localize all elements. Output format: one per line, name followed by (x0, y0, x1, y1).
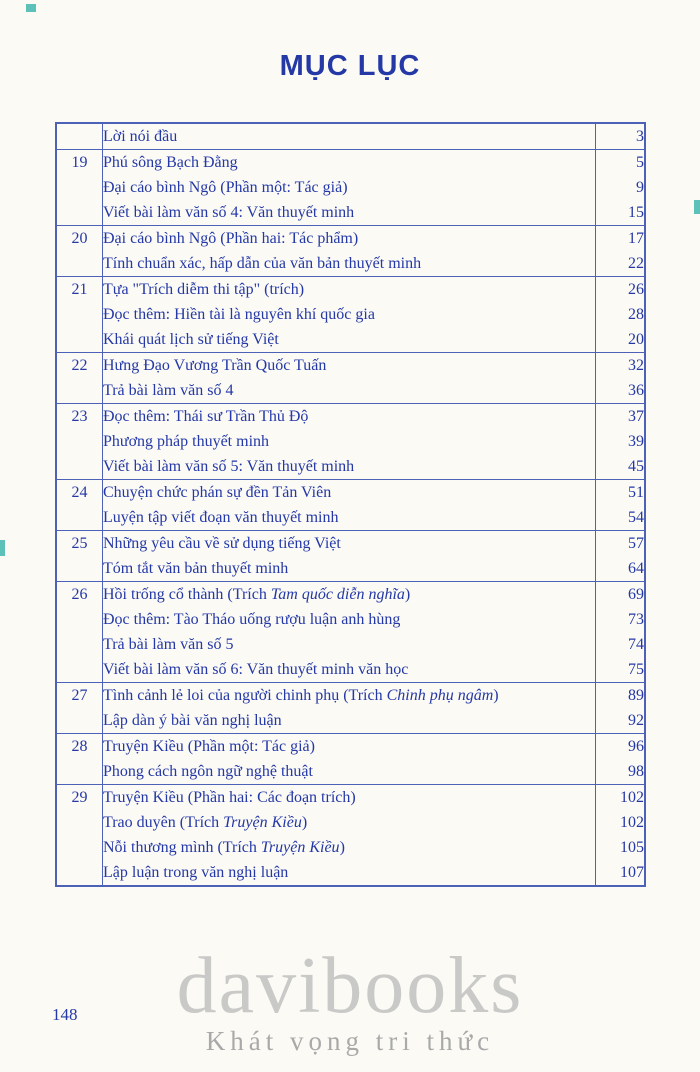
lesson-title: Đọc thêm: Tào Tháo uống rượu luận anh hùng (103, 610, 401, 628)
toc-row (56, 505, 645, 531)
toc-group (56, 404, 645, 480)
page-ref: 26 (596, 277, 646, 303)
week-number: 23 (56, 404, 103, 480)
watermark-tagline: Khát vọng tri thức (205, 1026, 495, 1056)
toc-row (56, 708, 645, 734)
toc-group (56, 353, 645, 404)
watermark (0, 942, 700, 1057)
toc-group (56, 683, 645, 734)
toc-row (56, 759, 645, 785)
week-number: 19 (56, 150, 103, 226)
page-ref: 57 (596, 531, 646, 557)
lesson-title: Đọc thêm: Thái sư Trần Thủ Độ (103, 407, 309, 425)
lesson-title: Lập luận trong văn nghị luận (103, 863, 289, 881)
page-ref: 105 (596, 835, 646, 860)
lesson-title: Tình cảnh lẻ loi của người chinh phụ (Trích Chinh phụ ngâm) (103, 686, 499, 704)
page-ref: 107 (596, 860, 646, 886)
lesson-title: Nỗi thương mình (Trích Truyện Kiều) (103, 838, 345, 856)
watermark-brand: davibooks (176, 942, 524, 1030)
page-ref: 9 (596, 175, 646, 200)
lesson-title: Phương pháp thuyết minh (103, 432, 270, 450)
toc-row (56, 734, 645, 760)
toc-row (56, 785, 645, 811)
page-ref: 3 (596, 123, 646, 150)
toc-row (56, 480, 645, 506)
page-ref: 39 (596, 429, 646, 454)
week-number: 26 (56, 582, 103, 683)
toc-row (56, 835, 645, 860)
lesson-title: Viết bài làm văn số 6: Văn thuyết minh văn học (103, 660, 409, 678)
toc-row (56, 302, 645, 327)
page-ref: 54 (596, 505, 646, 531)
lesson-title: Lập dàn ý bài văn nghị luận (103, 711, 282, 729)
toc-row (56, 123, 645, 150)
toc-group (56, 123, 645, 150)
scan-artifact (694, 200, 700, 214)
week-number: 24 (56, 480, 103, 531)
toc-group (56, 734, 645, 785)
toc-row (56, 175, 645, 200)
toc-row (56, 582, 645, 608)
toc-row (56, 200, 645, 226)
toc-group (56, 582, 645, 683)
toc-group (56, 150, 645, 226)
page-ref: 32 (596, 353, 646, 379)
page-title: MỤC LỤC (279, 50, 421, 82)
page-ref: 75 (596, 657, 646, 683)
toc-row (56, 810, 645, 835)
page-ref: 5 (596, 150, 646, 176)
page-ref: 17 (596, 226, 646, 252)
week-number: 27 (56, 683, 103, 734)
week-number: 28 (56, 734, 103, 785)
toc-row (56, 226, 645, 252)
lesson-title: Tính chuẩn xác, hấp dẫn của văn bản thuyết minh (103, 254, 422, 272)
lesson-title: Đại cáo bình Ngô (Phần hai: Tác phẩm) (103, 229, 359, 247)
lesson-title: Trả bài làm văn số 4 (103, 381, 234, 399)
toc-row (56, 150, 645, 176)
lesson-title: Những yêu cầu về sử dụng tiếng Việt (103, 534, 341, 552)
toc-row (56, 556, 645, 582)
lesson-title: Hưng Đạo Vương Trần Quốc Tuấn (103, 356, 327, 374)
toc-group (56, 785, 645, 887)
toc-row (56, 531, 645, 557)
lesson-title: Phú sông Bạch Đằng (103, 153, 238, 171)
page-ref: 89 (596, 683, 646, 709)
toc-row (56, 607, 645, 632)
page-number: 148 (52, 1005, 78, 1024)
lesson-title: Truyện Kiều (Phần hai: Các đoạn trích) (103, 788, 356, 806)
lesson-title: Viết bài làm văn số 4: Văn thuyết minh (103, 203, 355, 221)
page-ref: 45 (596, 454, 646, 480)
page-ref: 102 (596, 810, 646, 835)
week-number: 20 (56, 226, 103, 277)
toc-row (56, 454, 645, 480)
toc-row (56, 657, 645, 683)
toc-table (55, 122, 646, 887)
lesson-title: Hồi trống cổ thành (Trích Tam quốc diễn nghĩa) (103, 585, 411, 603)
week-number (56, 123, 103, 150)
scan-artifact (26, 4, 36, 12)
page-ref: 74 (596, 632, 646, 657)
toc-row (56, 277, 645, 303)
page-ref: 28 (596, 302, 646, 327)
lesson-title: Tựa "Trích diễm thi tập" (trích) (103, 280, 305, 298)
lesson-title: Khái quát lịch sử tiếng Việt (103, 330, 279, 348)
lesson-title: Trả bài làm văn số 5 (103, 635, 234, 653)
lesson-title: Lời nói đầu (103, 127, 178, 145)
page-ref: 69 (596, 582, 646, 608)
page-ref: 96 (596, 734, 646, 760)
week-number: 21 (56, 277, 103, 353)
toc-row (56, 429, 645, 454)
toc-row (56, 404, 645, 430)
lesson-title: Trao duyên (Trích Truyện Kiều) (103, 813, 308, 831)
lesson-title: Viết bài làm văn số 5: Văn thuyết minh (103, 457, 355, 475)
page-ref: 22 (596, 251, 646, 277)
toc-row (56, 251, 645, 277)
lesson-title: Đọc thêm: Hiền tài là nguyên khí quốc gia (103, 305, 375, 323)
page-ref: 92 (596, 708, 646, 734)
lesson-title: Phong cách ngôn ngữ nghệ thuật (103, 762, 313, 780)
week-number: 25 (56, 531, 103, 582)
lesson-title: Luyện tập viết đoạn văn thuyết minh (103, 508, 339, 526)
page-ref: 73 (596, 607, 646, 632)
toc-group (56, 226, 645, 277)
toc-row (56, 327, 645, 353)
toc-row (56, 860, 645, 886)
page-ref: 51 (596, 480, 646, 506)
toc-row (56, 378, 645, 404)
lesson-title: Truyện Kiều (Phần một: Tác giả) (103, 737, 315, 755)
lesson-title: Chuyện chức phán sự đền Tản Viên (103, 483, 332, 501)
toc-row (56, 632, 645, 657)
week-number: 29 (56, 785, 103, 887)
page-ref: 36 (596, 378, 646, 404)
toc-group (56, 531, 645, 582)
lesson-title: Tóm tắt văn bản thuyết minh (103, 559, 289, 577)
toc-group (56, 277, 645, 353)
page-ref: 37 (596, 404, 646, 430)
page-ref: 15 (596, 200, 646, 226)
scan-artifact (0, 540, 5, 556)
page-ref: 64 (596, 556, 646, 582)
week-number: 22 (56, 353, 103, 404)
toc-row (56, 683, 645, 709)
page-ref: 98 (596, 759, 646, 785)
page-ref: 20 (596, 327, 646, 353)
toc-group (56, 480, 645, 531)
page-ref: 102 (596, 785, 646, 811)
toc-row (56, 353, 645, 379)
lesson-title: Đại cáo bình Ngô (Phần một: Tác giả) (103, 178, 348, 196)
